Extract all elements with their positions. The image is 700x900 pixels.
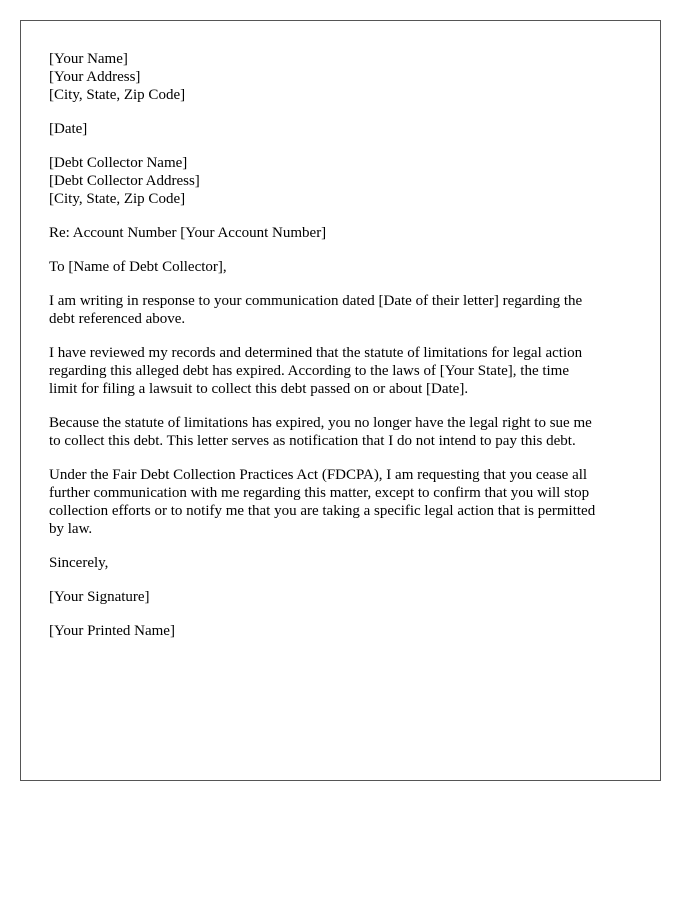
body-paragraph-3 xyxy=(49,414,632,450)
body-line: limit for filing a lawsuit to collect this debt passed on or about [Date]. xyxy=(49,381,469,397)
body-paragraph-2 xyxy=(49,344,632,398)
body-paragraph-1 xyxy=(49,292,632,328)
body-paragraph-4 xyxy=(49,466,632,538)
body-line: to collect this debt. This letter serves as notification that I do not intend to pay this debt. xyxy=(49,433,576,449)
body-line: debt referenced above. xyxy=(49,311,186,327)
body-line: I have reviewed my records and determined that the statute of limitations for legal action xyxy=(49,345,583,361)
recipient-city: [City, State, Zip Code] xyxy=(49,191,186,207)
body-line: Because the statute of limitations has expired, you no longer have the legal right to sue me xyxy=(49,415,592,431)
recipient-address xyxy=(49,154,632,208)
salutation: To [Name of Debt Collector], xyxy=(49,259,227,275)
recipient-street: [Debt Collector Address] xyxy=(49,173,200,189)
closing: Sincerely, xyxy=(49,555,109,571)
body-line: Under the Fair Debt Collection Practices Act (FDCPA), I am requesting that you cease all xyxy=(49,467,588,483)
sender-name: [Your Name] xyxy=(49,51,128,67)
subject-line: Re: Account Number [Your Account Number] xyxy=(49,225,327,241)
sender-street: [Your Address] xyxy=(49,69,141,85)
sender-city: [City, State, Zip Code] xyxy=(49,87,186,103)
body-line: collection efforts or to notify me that you are taking a specific legal action that is permitted xyxy=(49,503,596,519)
body-line: by law. xyxy=(49,521,93,537)
letter-date: [Date] xyxy=(49,121,88,137)
recipient-name: [Debt Collector Name] xyxy=(49,155,188,171)
body-line: regarding this alleged debt has expired. According to the laws of [Your State], the time xyxy=(49,363,570,379)
body-line: I am writing in response to your communication dated [Date of their letter] regarding the xyxy=(49,293,583,309)
printed-name: [Your Printed Name] xyxy=(49,623,175,639)
letter-page xyxy=(20,20,661,781)
body-line: further communication with me regarding this matter, except to confirm that you will stop xyxy=(49,485,590,501)
sender-address xyxy=(49,50,632,104)
signature: [Your Signature] xyxy=(49,589,150,605)
